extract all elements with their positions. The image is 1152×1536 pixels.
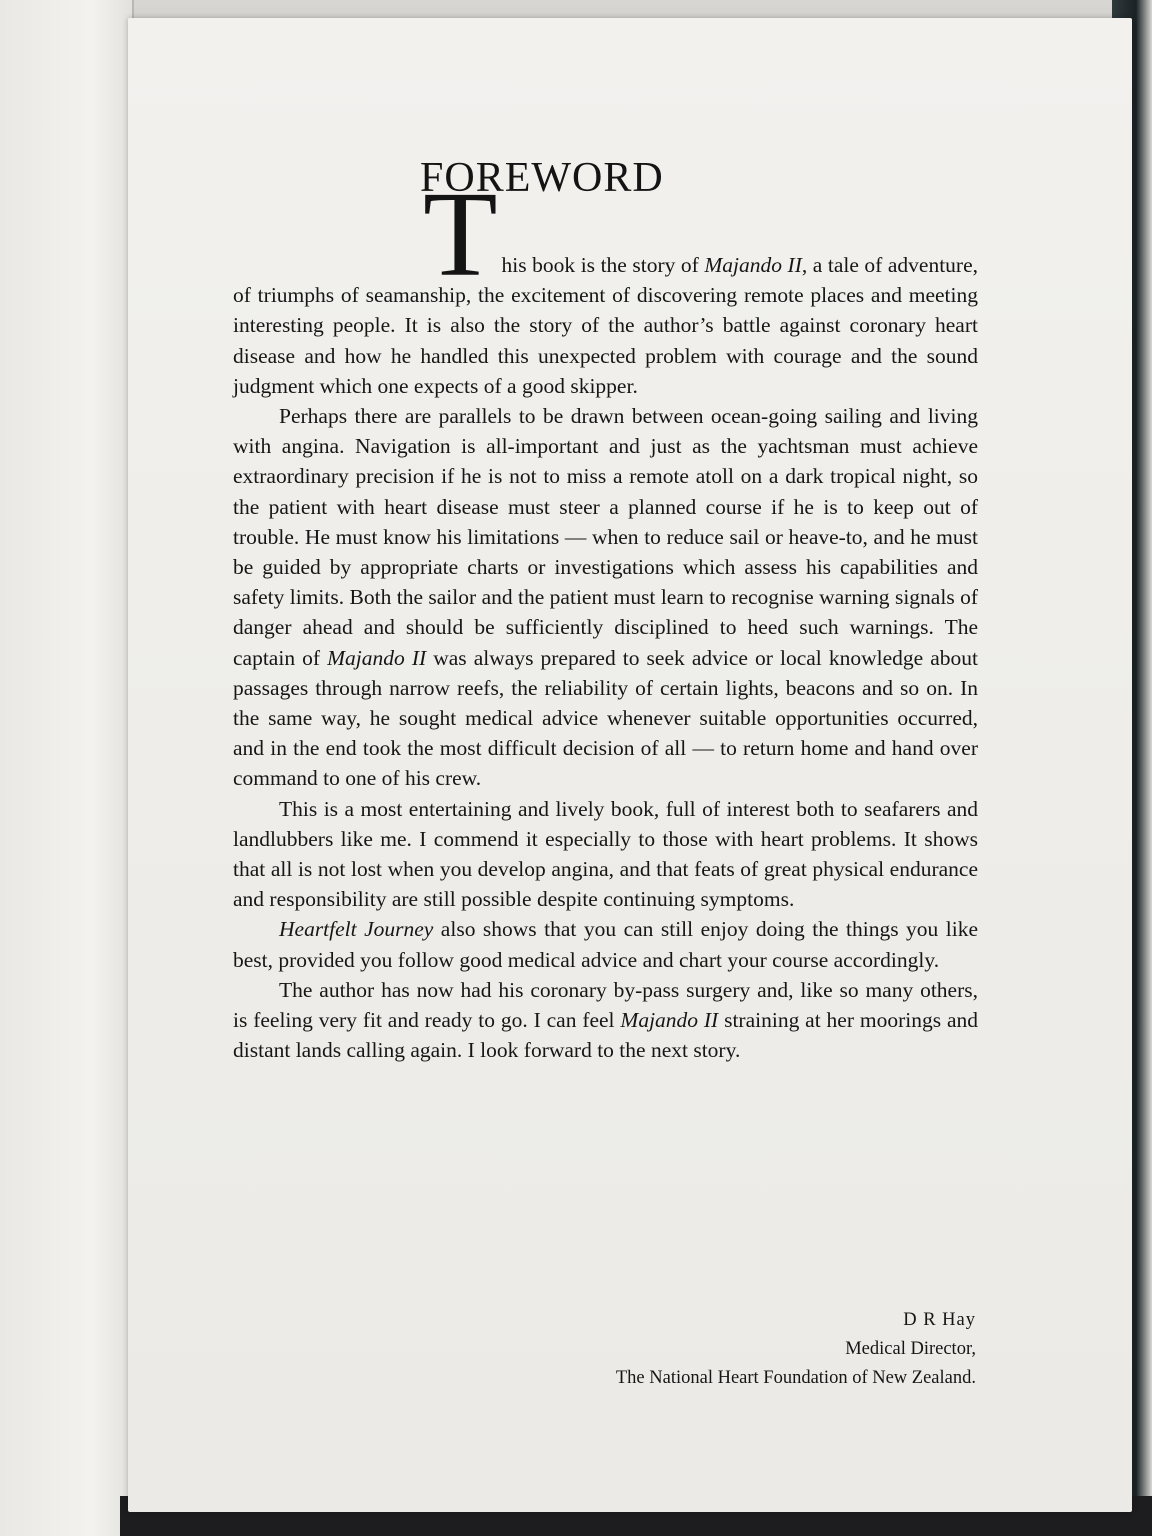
signature-role: Medical Director, [845, 1339, 976, 1359]
signature-block [488, 1306, 976, 1393]
page-title: FOREWORD [420, 155, 664, 201]
paragraph-2 [233, 401, 978, 794]
paragraph-5 [233, 975, 978, 1066]
signature-name: D R Hay [903, 1310, 976, 1330]
paragraph-2-text-a: Perhaps there are parallels to be drawn between ocean-going sailing and living with angina. Navigation is all-important and just as the yachtsman must achieve extraordinary precision if he is not to miss a remote atoll on a dark tropical night, so the patient with heart disease must steer a planned course if he is to keep out of trouble. He must know his limitations — when to reduce sail or heave-to, and he must be guided by appropriate charts or investigations which assess his capabilities and safety limits. Both the sailor and the patient must learn to recognise warning signals of danger ahead and should be sufficiently disciplined to heed such warnings. The captain of [233, 404, 978, 670]
book-title-majando: Majando II [620, 1008, 719, 1033]
book-title-majando: Majando II [704, 253, 802, 277]
paragraph-5-text-a: The author has now had his coronary by-pass surgery and, like so many others, is feeling very fit and ready to go. I can feel [233, 977, 978, 1033]
paragraph-4 [233, 914, 978, 974]
book-page [128, 18, 1132, 1512]
paragraph-1-text-b: , a tale of adventure, of triumphs of seamanship, the excitement of discovering remote places and meeting interesting people. It is also the story of the author’s battle against coronary heart disease and how he handled this unexpected problem with courage and the sound judgment which one expects of a good skipper. [233, 253, 979, 398]
left-page-edge [0, 0, 134, 1536]
drop-cap: T [423, 167, 498, 302]
paragraph-1-text-a: his book is the story of [501, 253, 705, 277]
book-title-heartfelt-journey: Heartfelt Journey [279, 917, 434, 942]
paragraph-3: This is a most entertaining and lively book, full of interest both to seafarers and landlubbers like me. I commend it especially to those with heart problems. It shows that all is not lost when you develop angina, and that feats of great physical endurance and responsibility are still possible despite continuing symptoms. [233, 796, 978, 912]
signature-organization: The National Heart Foundation of New Zealand. [615, 1368, 976, 1388]
paragraph-5-text-b: straining at her moorings and distant lands calling again. I look forward to the next story. [233, 1008, 978, 1063]
book-title-majando: Majando II [327, 645, 427, 670]
paragraph-4-text: also shows that you can still enjoy doing the things you like best, provided you follow good medical advice and chart your course accordingly. [233, 917, 978, 972]
paragraph-2-text-b: was always prepared to seek advice or local knowledge about passages through narrow reefs, the reliability of certain lights, beacons and so on. In the same way, he sought medical advice whenever suitable opportunities occurred, and in the end took the most difficult decision of all — to return home and hand over command to one of his crew. [233, 645, 978, 791]
